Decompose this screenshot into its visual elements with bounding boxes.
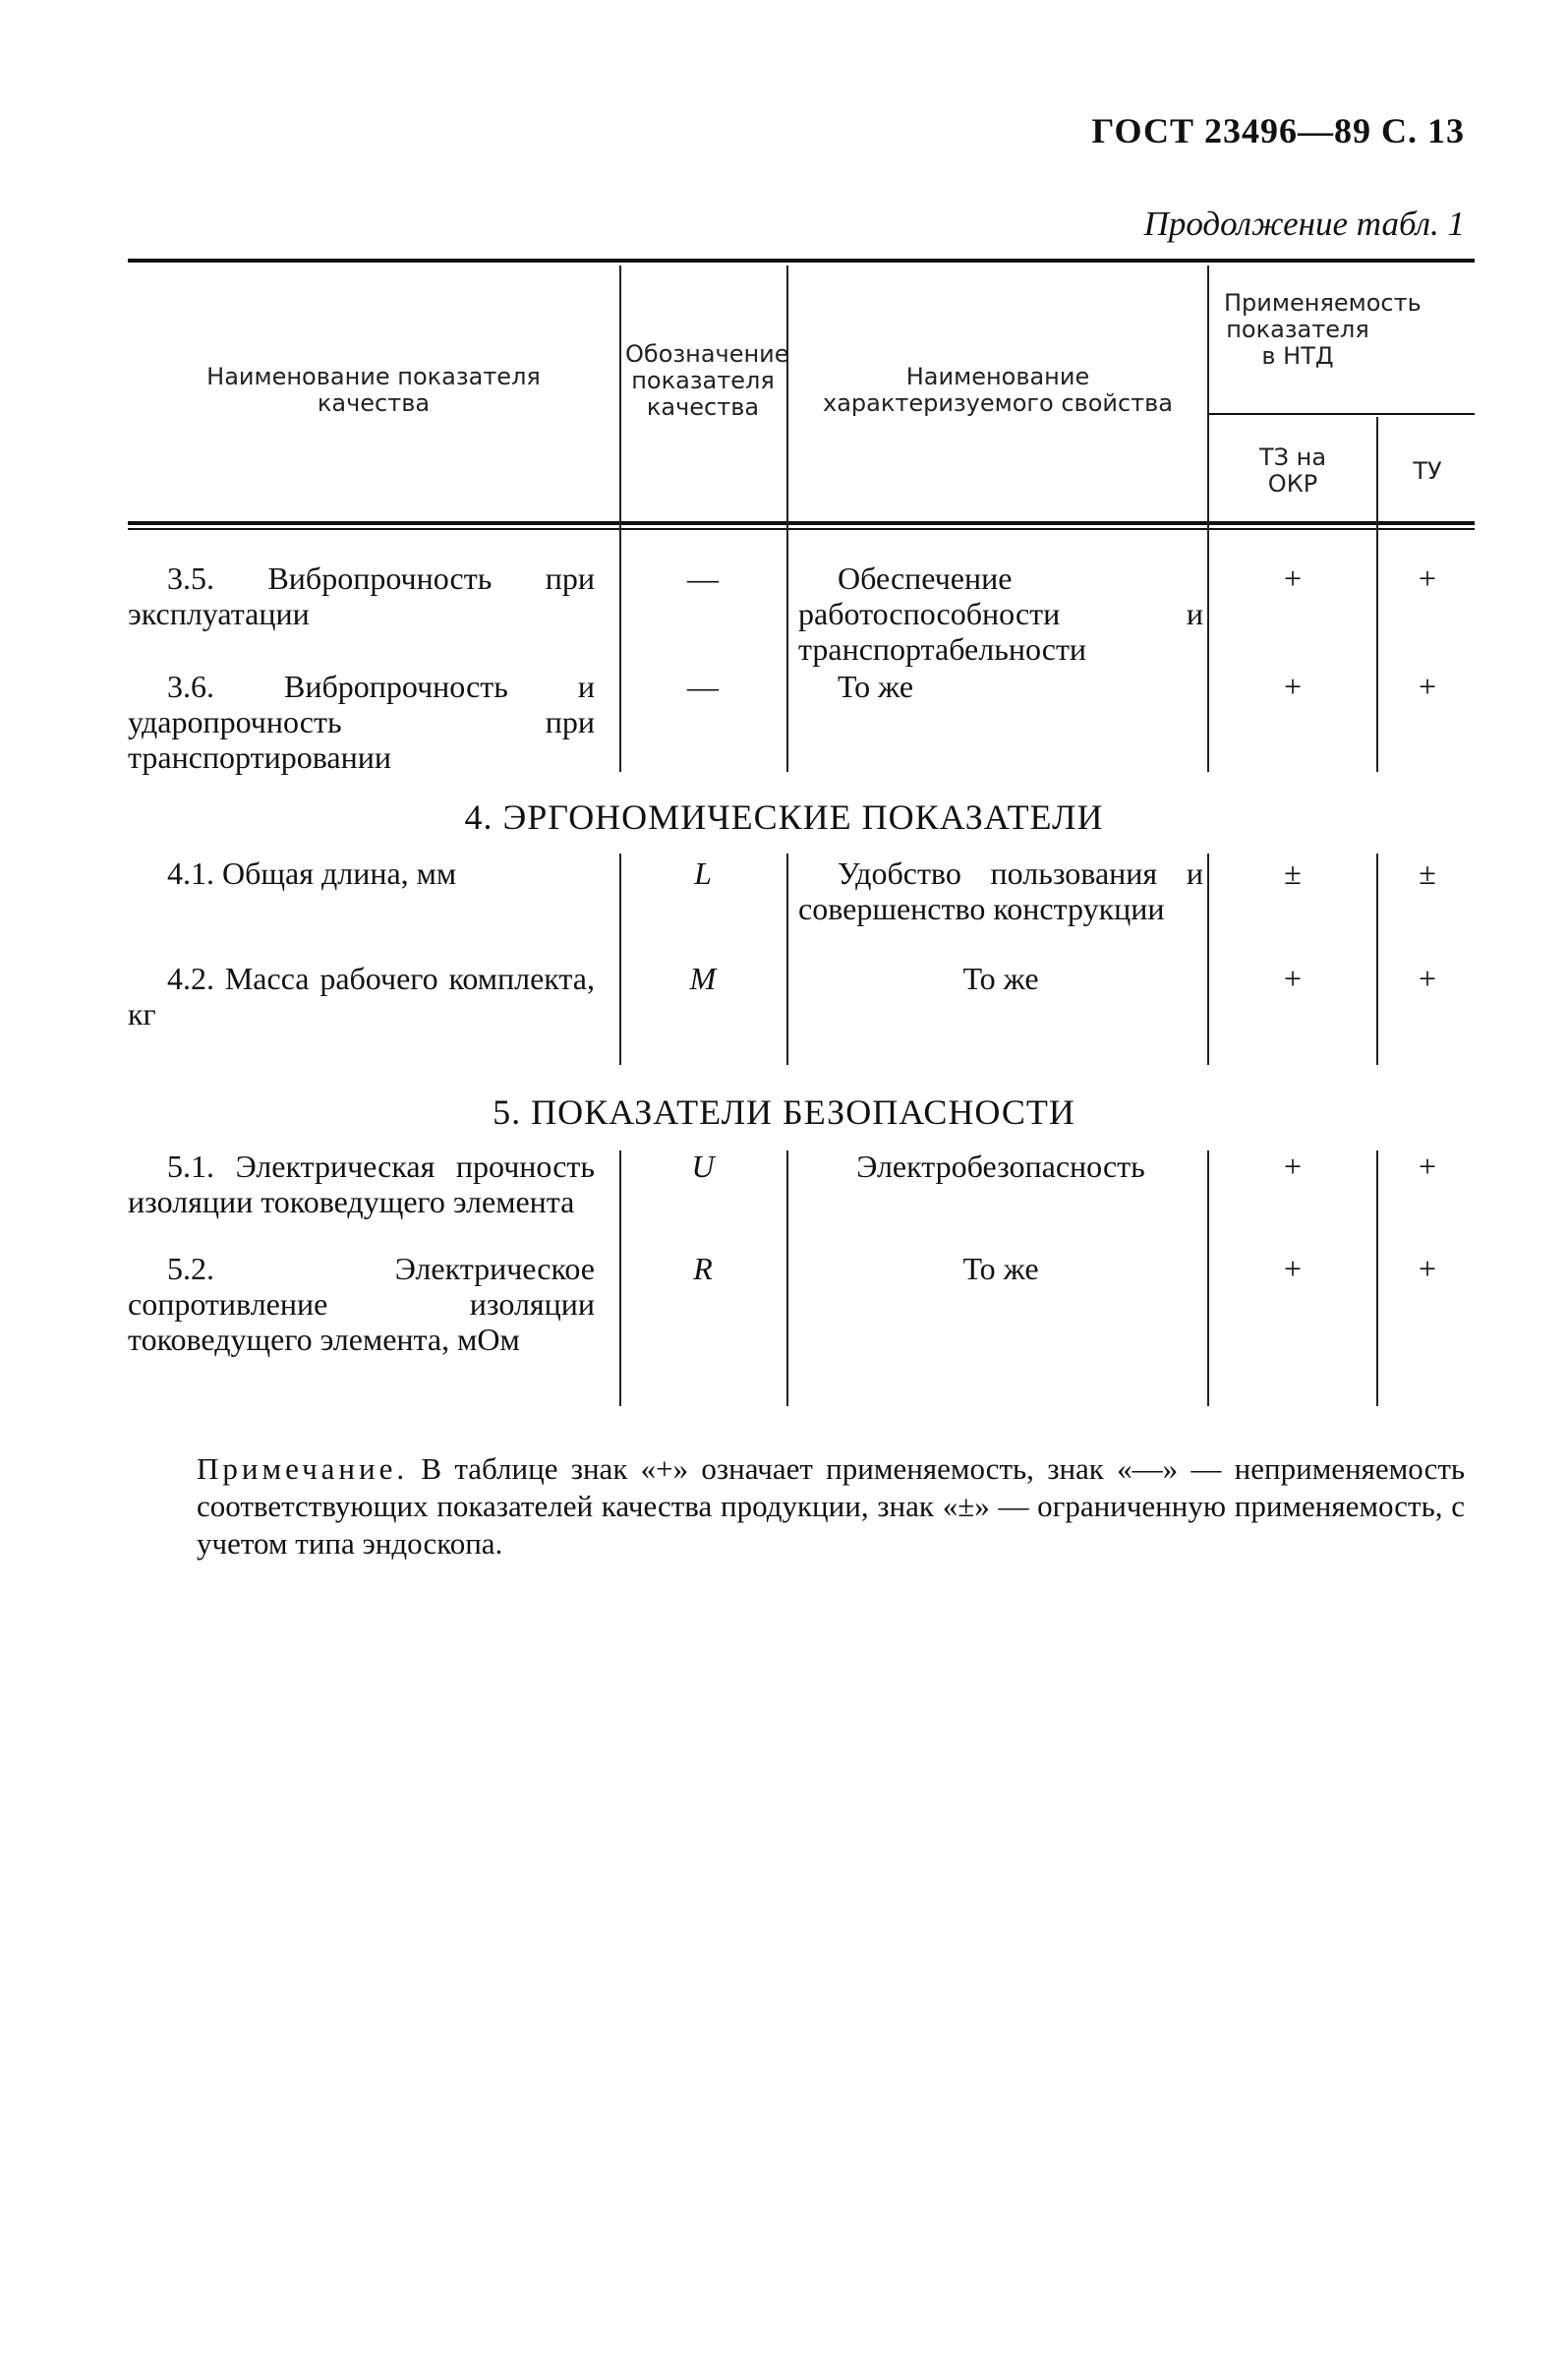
vrule-4-s5 xyxy=(1376,1150,1378,1406)
vrule-4-body xyxy=(1376,531,1378,772)
col-header-applicability: Применяемость показателя в НТД xyxy=(1224,289,1422,370)
row-tu: + xyxy=(1418,669,1437,704)
row-tz: + xyxy=(1283,669,1303,704)
vrule-3 xyxy=(1207,265,1209,531)
vrule-1 xyxy=(619,265,621,531)
section-title-safety: 5. ПОКАЗАТЕЛИ БЕЗОПАСНОСТИ xyxy=(493,1092,1075,1132)
row-designation: U xyxy=(691,1149,715,1184)
note-text: В таблице знак «+» означает применяемость, знак «—» — неприменяемость соответствующих показателей качества продукции, знак «±» — ограниченную применяемость, с учетом типа эндоскопа. xyxy=(197,1451,1466,1561)
row-tz: + xyxy=(1283,1251,1303,1286)
row-property: То же xyxy=(838,669,914,704)
row-property: То же xyxy=(962,961,1039,996)
col-header-property: Наименование характеризуемого свойства xyxy=(822,363,1173,417)
applicability-divider xyxy=(1207,413,1475,415)
row-tz: + xyxy=(1283,1149,1303,1184)
row-tz: + xyxy=(1283,961,1303,996)
row-property: Удобство пользования и совершенство конструкции xyxy=(798,855,1203,926)
vrule-3-s4 xyxy=(1207,854,1209,1065)
row-tz: ± xyxy=(1284,855,1302,891)
vrule-2 xyxy=(786,265,788,531)
table-top-rule xyxy=(128,259,1475,263)
row-name: 4.2. Масса рабочего комплекта, кг xyxy=(128,961,595,1032)
col-header-designation: Обозначение показателя качества xyxy=(625,340,789,421)
vrule-2-body xyxy=(786,531,788,772)
row-name: 3.6. Вибропрочность и ударопрочность при транспортировании xyxy=(128,669,595,775)
row-tz: + xyxy=(1283,560,1303,596)
col-header-tz: ТЗ на ОКР xyxy=(1258,443,1327,498)
row-designation: R xyxy=(693,1251,713,1286)
row-name: 3.5. Вибропрочность при эксплуатации xyxy=(128,560,595,631)
vrule-3-body xyxy=(1207,531,1209,772)
row-name: 5.2. Электрическое сопротивление изоляции токоведущего элемента, мОм xyxy=(128,1251,595,1357)
header-bottom-rule xyxy=(128,521,1475,525)
row-designation: L xyxy=(694,855,712,891)
row-tu: + xyxy=(1418,560,1437,596)
row-name: 5.1. Электрическая прочность изоляции токоведущего элемента xyxy=(128,1149,595,1219)
row-designation: M xyxy=(689,961,717,996)
vrule-3-s5 xyxy=(1207,1150,1209,1406)
header-bottom-rule-2 xyxy=(128,528,1475,530)
row-property: Обеспечение работоспособности и транспортабельности xyxy=(798,560,1203,667)
table-caption: Продолжение табл. 1 xyxy=(1143,205,1465,243)
row-designation: — xyxy=(687,669,719,704)
row-tu: + xyxy=(1418,961,1437,996)
row-designation: — xyxy=(687,560,719,596)
col-header-name: Наименование показателя качества xyxy=(206,363,541,417)
note-label: Примечание. xyxy=(197,1451,409,1486)
row-tu: + xyxy=(1418,1149,1437,1184)
vrule-2-s4 xyxy=(786,854,788,1065)
document-header: ГОСТ 23496—89 С. 13 xyxy=(1091,111,1465,150)
row-tu: ± xyxy=(1419,855,1436,891)
vrule-4-s4 xyxy=(1376,854,1378,1065)
table-note xyxy=(197,1450,1465,1562)
row-property: То же xyxy=(962,1251,1039,1286)
section-title-ergonomic: 4. ЭРГОНОМИЧЕСКИЕ ПОКАЗАТЕЛИ xyxy=(464,797,1104,837)
row-tu: + xyxy=(1418,1251,1437,1286)
vrule-4 xyxy=(1376,417,1378,531)
col-header-tu: ТУ xyxy=(1413,457,1442,485)
row-name: 4.1. Общая длина, мм xyxy=(167,855,457,891)
row-property: Электробезопасность xyxy=(856,1149,1145,1184)
vrule-2-s5 xyxy=(786,1150,788,1406)
